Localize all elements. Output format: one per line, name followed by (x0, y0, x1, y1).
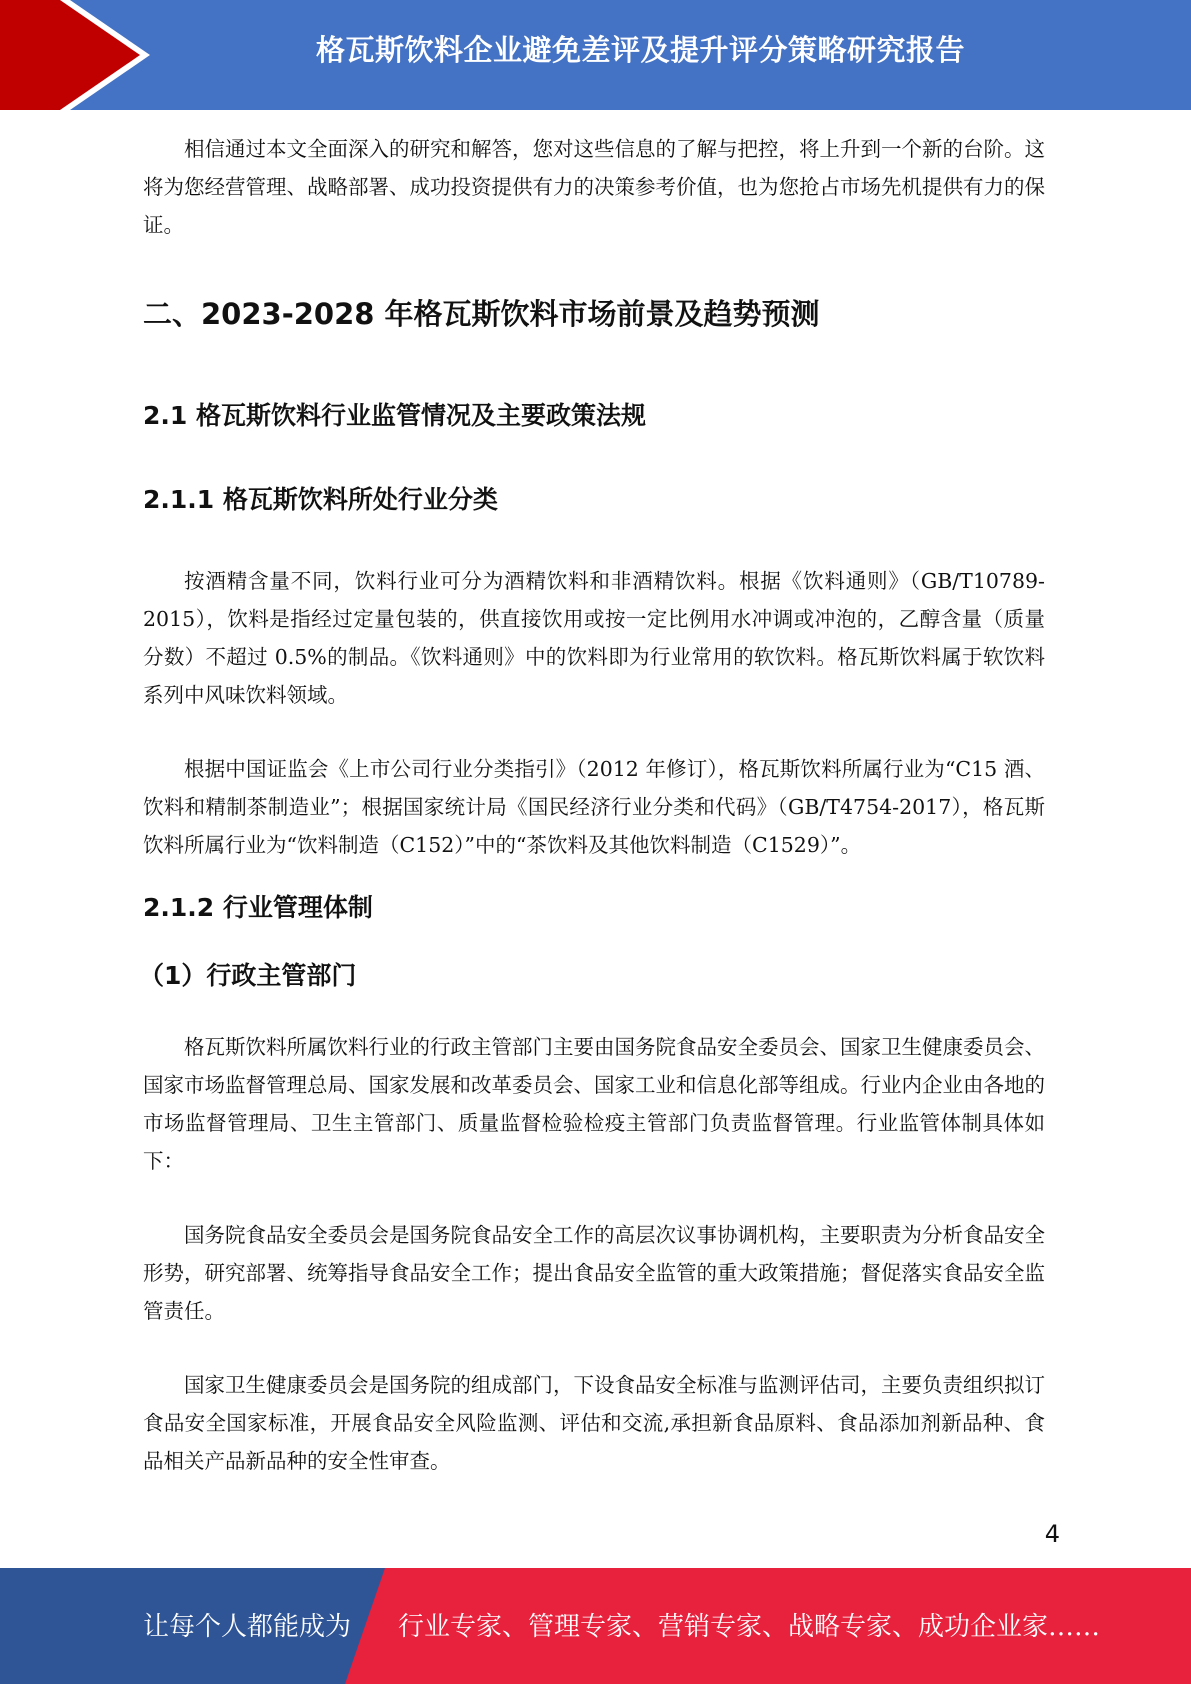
paragraph-admin-departments: 格瓦斯饮料所属饮料行业的行政主管部门主要由国务院食品安全委员会、国家卫生健康委员会、国家市场监督管理总局、国家发展和改革委员会、国家工业和信息化部等组成。行业内企业由各地的市场监督管理局、卫生主管部门、质量监督检验检疫主管部门负责监督管理。行业监管体制具体如下： (143, 1035, 1045, 1173)
subheading-admin-departments: （1）行政主管部门 (139, 961, 357, 990)
footer-band (0, 1568, 1191, 1684)
subsection-heading-2-1: 2.1 格瓦斯饮料行业监管情况及主要政策法规 (143, 401, 646, 430)
header-band (0, 0, 1191, 110)
report-title: 格瓦斯饮料企业避免差评及提升评分策略研究报告 (315, 33, 965, 67)
subsection-heading-2-1-2: 2.1.2 行业管理体制 (143, 893, 373, 922)
intro-paragraph: 相信通过本文全面深入的研究和解答，您对这些信息的了解与把控，将上升到一个新的台阶。这将为您经营管理、战略部署、成功投资提供有力的决策参考价值，也为您抢占市场先机提供有力的保证。 (143, 137, 1045, 237)
page-number: 4 (1044, 1520, 1060, 1548)
footer-slogan-left: 让每个人都能成为 (143, 1612, 352, 1642)
paragraph-health-commission: 国家卫生健康委员会是国务院的组成部门，下设食品安全标准与监测评估司，主要负责组织拟订食品安全国家标准，开展食品安全风险监测、评估和交流,承担新食品原料、食品添加剂新品种、食品相关产品新品种的安全性审查。 (143, 1373, 1045, 1473)
paragraph-food-safety-committee: 国务院食品安全委员会是国务院食品安全工作的高层次议事协调机构，主要职责为分析食品安全形势，研究部署、统筹指导食品安全工作；提出食品安全监管的重大政策措施；督促落实食品安全监管责任。 (143, 1223, 1045, 1323)
footer-slogan-right: 行业专家、管理专家、营销专家、战略专家、成功企业家…… (398, 1612, 1101, 1642)
section-heading-2: 二、2023-2028 年格瓦斯饮料市场前景及趋势预测 (143, 297, 820, 331)
subsection-heading-2-1-1: 2.1.1 格瓦斯饮料所处行业分类 (143, 485, 498, 514)
paragraph-classification: 按酒精含量不同，饮料行业可分为酒精饮料和非酒精饮料。根据《饮料通则》（GB/T10789-2015），饮料是指经过定量包装的，供直接饮用或按一定比例用水冲调或冲泡的，乙醇含量（质量分数）不超过 0.5%的制品。《饮料通则》中的饮料即为行业常用的软饮料。格瓦斯饮料属于软饮料系列中风味饮料领域。 (143, 569, 1045, 707)
document-body (139, 130, 1045, 1480)
paragraph-industry-codes: 根据中国证监会《上市公司行业分类指引》（2012 年修订），格瓦斯饮料所属行业为“C15 酒、饮料和精制茶制造业”；根据国家统计局《国民经济行业分类和代码》（GB/T4754-2017），格瓦斯饮料所属行业为“饮料制造（C152）”中的“茶饮料及其他饮料制造（C1529）”。 (143, 757, 1045, 857)
